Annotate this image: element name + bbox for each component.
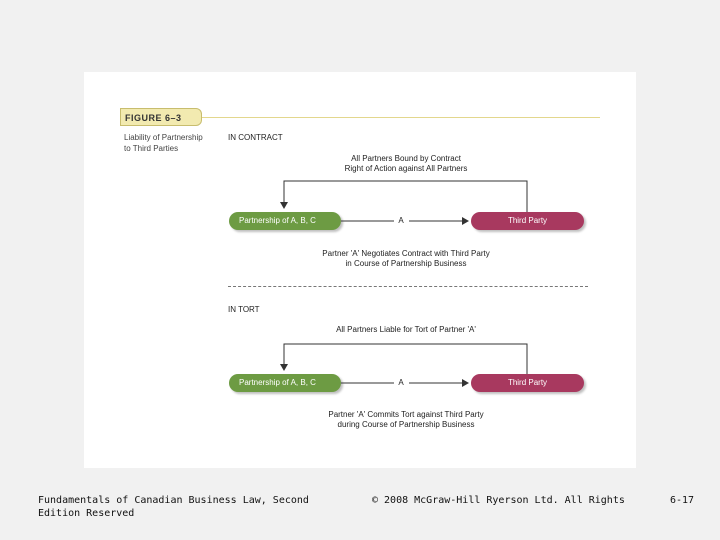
tort-bottom-line-1: Partner 'A' Commits Tort against Third Party [328,410,484,419]
tort-liability-arrow [284,344,527,374]
contract-partner-a-label: A [398,216,404,225]
tort-section-label: IN TORT [228,305,260,314]
figure-caption: Liability of Partnership to Third Parties [124,133,203,153]
contract-third-party-node: Third Party [471,212,584,230]
tort-partnership-node: Partnership of A, B, C [229,374,341,392]
contract-liability-arrow [284,181,527,212]
footer-book-title: Fundamentals of Canadian Business Law, Second Edition Reserved [38,495,309,519]
footer-page-number: 6-17 [670,495,695,506]
tort-top-line-1: All Partners Liable for Tort of Partner 'A' [336,325,476,334]
tort-bottom-line-2: during Course of Partnership Business [337,420,475,429]
contract-bottom-line-1: Partner 'A' Negotiates Contract with Third Party [322,249,490,258]
tort-third-party-node: Third Party [471,374,584,392]
contract-section-label: IN CONTRACT [228,133,283,142]
contract-partnership-node: Partnership of A, B, C [229,212,341,230]
contract-top-line-1: All Partners Bound by Contract [351,154,461,163]
footer-copyright: © 2008 McGraw-Hill Ryerson Ltd. All Rights [372,495,625,506]
connector-arrows [84,72,636,468]
contract-top-line-2: Right of Action against All Partners [344,164,468,173]
contract-bottom-line-2: in Course of Partnership Business [345,259,467,268]
figure-number: FIGURE 6–3 [120,108,202,126]
tort-partner-a-label: A [398,378,404,387]
figure-panel [84,72,636,468]
